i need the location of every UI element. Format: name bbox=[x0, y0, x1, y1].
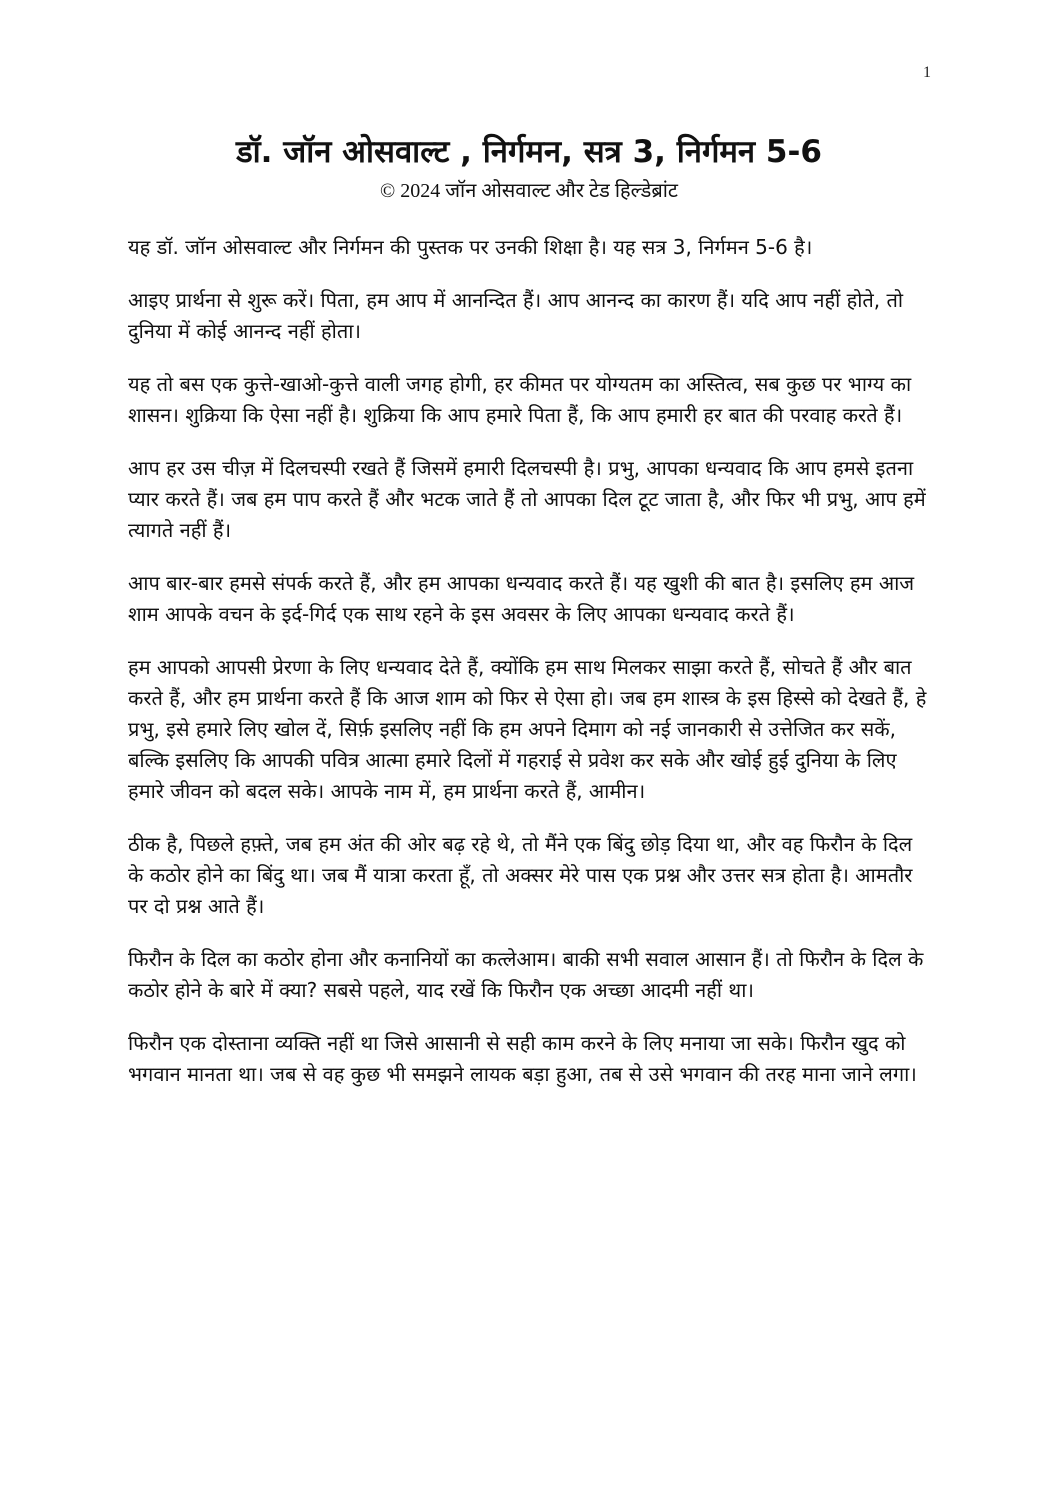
paragraph-prayer-love: आप हर उस चीज़ में दिलचस्पी रखते हैं जिसमें हमारी दिलचस्पी है। प्रभु, आपका धन्यवाद कि आप हमसे इतना प्यार करते हैं। जब हम पाप करते हैं और भटक जाते हैं तो आपका दिल टूट जाता है, और फिर भी प्रभु, आप हमें त्यागते नहीं हैं। bbox=[128, 456, 926, 542]
paragraph-intro: यह डॉ. जॉन ओसवाल्ट और निर्गमन की पुस्तक पर उनकी शिक्षा है। यह सत्र 3, निर्गमन 5-6 है। bbox=[128, 235, 813, 259]
document-title: डॉ. जॉन ओसवाल्ट , निर्गमन, सत्र 3, निर्गमन 5-6 bbox=[236, 134, 822, 170]
paragraph-pharaoh-character: फिरौन एक दोस्ताना व्यक्ति नहीं था जिसे आसानी से सही काम करने के लिए मनाया जा सके। फिरौन खुद को भगवान मानता था। जब से वह कुछ भी समझने लायक बड़ा हुआ, तब से उसे भगवान की तरह माना जाने लगा। bbox=[128, 1031, 917, 1086]
paragraph-prayer-thanks: आप बार-बार हमसे संपर्क करते हैं, और हम आपका धन्यवाद करते हैं। यह खुशी की बात है। इसलिए हम आज शाम आपके वचन के इर्द-गिर्द एक साथ रहने के इस अवसर के लिए आपका धन्यवाद करते हैं। bbox=[128, 571, 915, 626]
copyright-line: © 2024 जॉन ओसवाल्ट और टेड हिल्डेब्रांट bbox=[380, 180, 678, 202]
paragraph-prayer-inspiration: हम आपको आपसी प्रेरणा के लिए धन्यवाद देते हैं, क्योंकि हम साथ मिलकर साझा करते हैं, सोचते हैं और बात करते हैं, और हम प्रार्थना करते हैं कि आज शाम को फिर से ऐसा हो। जब हम शास्त्र के इस हिस्से को देखते हैं, हे प्रभु, इसे हमारे लिए खोल दें, सिर्फ़ इसलिए नहीं कि हम अपने दिमाग को नई जानकारी से उत्तेजित कर सकें, बल्कि इसलिए कि आपकी पवित्र आत्मा हमारे दिलों में गहराई से प्रवेश कर सके और खोई हुई दुनिया के लिए हमारे जीवन को बदल सके। आपके नाम में, हम प्रार्थना करते हैं, आमीन। bbox=[128, 655, 927, 803]
paragraph-prayer-gratitude: यह तो बस एक कुत्ते-खाओ-कुत्ते वाली जगह होगी, हर कीमत पर योग्यतम का अस्तित्व, सब कुछ पर भाग्य का शासन। शुक्रिया कि ऐसा नहीं है। शुक्रिया कि आप हमारे पिता हैं, कि आप हमारी हर बात की परवाह करते हैं। bbox=[128, 372, 912, 427]
page-number: 1 bbox=[923, 64, 931, 81]
document-body bbox=[128, 232, 933, 1112]
paragraph-hardening-intro: ठीक है, पिछले हफ़्ते, जब हम अंत की ओर बढ़ रहे थे, तो मैंने एक बिंदु छोड़ दिया था, और वह फिरौन के दिल के कठोर होने का बिंदु था। जब मैं यात्रा करता हूँ, तो अक्सर मेरे पास एक प्रश्न और उत्तर सत्र होता है। आमतौर पर दो प्रश्न आते हैं। bbox=[128, 832, 913, 918]
paragraph-hardening-question: फिरौन के दिल का कठोर होना और कनानियों का कत्लेआम। बाकी सभी सवाल आसान हैं। तो फिरौन के दिल के कठोर होने के बारे में क्या? सबसे पहले, याद रखें कि फिरौन एक अच्छा आदमी नहीं था। bbox=[128, 947, 924, 1002]
paragraph-prayer-opening: आइए प्रार्थना से शुरू करें। पिता, हम आप में आनन्दित हैं। आप आनन्द का कारण हैं। यदि आप नहीं होते, तो दुनिया में कोई आनन्द नहीं होता। bbox=[128, 288, 904, 343]
